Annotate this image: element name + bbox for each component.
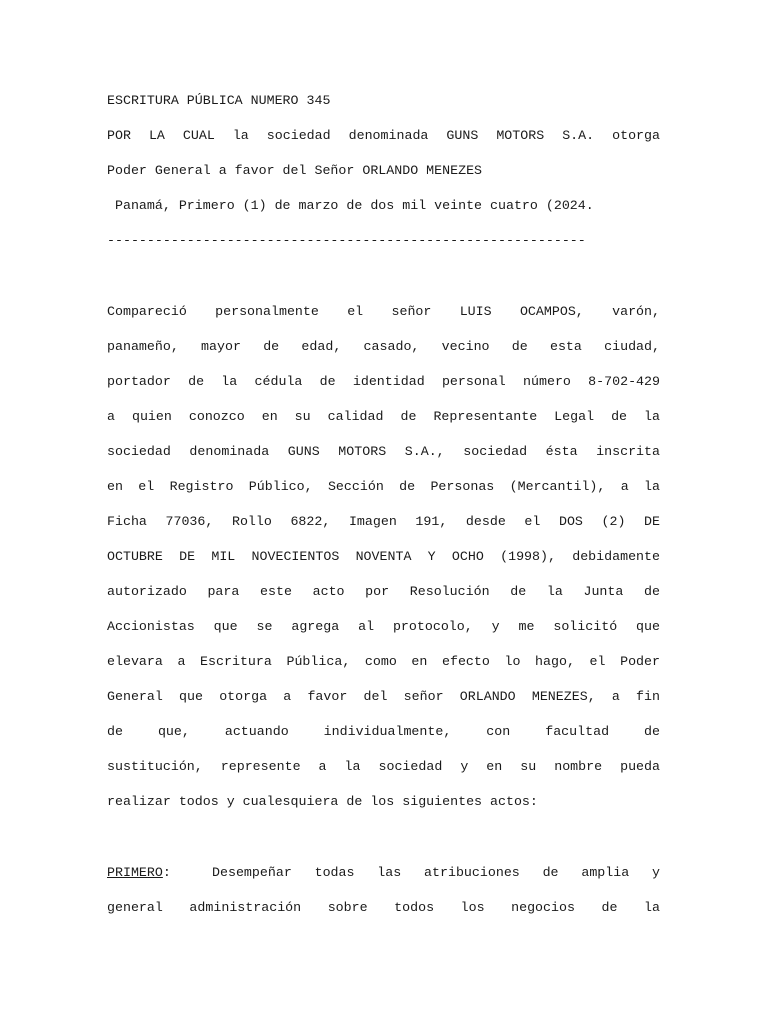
body-line: de que, actuando individualmente, con facultad de — [107, 724, 660, 739]
body-line: en el Registro Público, Sección de Personas (Mercantil), a la — [107, 479, 660, 494]
clause-text-line-1: Desempeñar todas las atribuciones de amplia y — [212, 865, 660, 880]
body-line: realizar todos y cualesquiera de los siguientes actos: — [107, 794, 538, 809]
clause-text-line-2: general administración sobre todos los negocios de la — [107, 900, 660, 915]
body-line: elevara a Escritura Pública, como en efecto lo hago, el Poder — [107, 654, 660, 669]
body-line: a quien conozco en su calidad de Representante Legal de la — [107, 409, 660, 424]
body-line: Ficha 77036, Rollo 6822, Imagen 191, desde el DOS (2) DE — [107, 514, 660, 529]
deed-subject-line-2: Poder General a favor del Señor ORLANDO MENEZES — [107, 163, 483, 178]
body-line: Accionistas que se agrega al protocolo, y me solicitó que — [107, 619, 660, 634]
clause-heading: PRIMERO — [107, 865, 163, 880]
body-line: sustitución, represente a la sociedad y en su nombre pueda — [107, 759, 660, 774]
body-line: General que otorga a favor del señor ORLANDO MENEZES, a fin — [107, 689, 660, 704]
body-line: panameño, mayor de edad, casado, vecino de esta ciudad, — [107, 339, 660, 354]
body-line: OCTUBRE DE MIL NOVECIENTOS NOVENTA Y OCHO (1998), debidamente — [107, 549, 660, 564]
place-and-date: Panamá, Primero (1) de marzo de dos mil veinte cuatro (2024. — [107, 198, 594, 213]
body-line: autorizado para este acto por Resolución de la Junta de — [107, 584, 660, 599]
body-line: portador de la cédula de identidad personal número 8-702-429 — [107, 374, 660, 389]
separator-line: ------------------------------------------------------------ — [107, 233, 586, 248]
clause-heading-colon: : — [162, 865, 171, 880]
deed-subject-line-1: POR LA CUAL la sociedad denominada GUNS MOTORS S.A. otorga — [107, 128, 660, 143]
deed-title: ESCRITURA PÚBLICA NUMERO 345 — [107, 93, 331, 108]
body-line: sociedad denominada GUNS MOTORS S.A., sociedad ésta inscrita — [107, 444, 660, 459]
body-line: Compareció personalmente el señor LUIS OCAMPOS, varón, — [107, 304, 660, 319]
